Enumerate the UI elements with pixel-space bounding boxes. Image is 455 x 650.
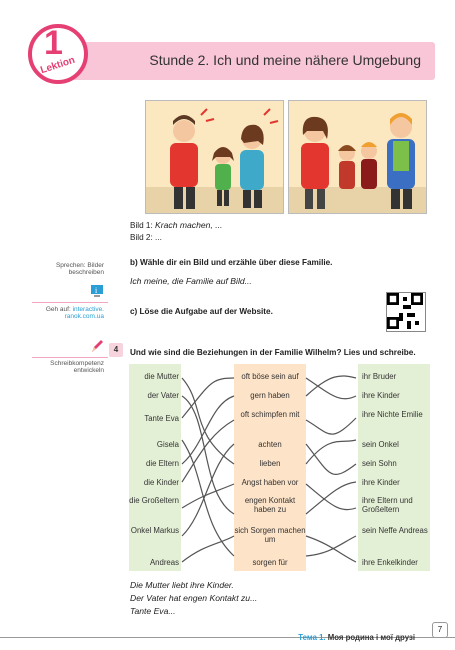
- object-cell: sein Onkel: [362, 440, 399, 449]
- subject-cell: die Mutter: [144, 372, 179, 381]
- object-cell: ihre Kinder: [362, 391, 400, 400]
- subject-cell: die Eltern: [146, 459, 179, 468]
- subject-cell: die Kinder: [143, 478, 179, 487]
- sidebar-speaking: Sprechen: Bilder beschreiben: [55, 262, 104, 276]
- sidebar-writing: Schreibkompetenz entwickeln: [50, 360, 104, 374]
- task-4-label: Und wie sind die Beziehungen in der Familie Wilhelm? Lies und schreibe.: [130, 348, 416, 357]
- footer-topic-prefix: Тема 1.: [298, 633, 326, 642]
- verb-cell: sich Sorgen machen um: [234, 526, 306, 544]
- svg-text:i: i: [95, 286, 98, 295]
- task-4-number: 4: [109, 343, 123, 357]
- sidebar-divider: [32, 302, 108, 303]
- subject-cell: der Vater: [147, 391, 179, 400]
- bild-1-hand: Krach machen, ...: [155, 220, 223, 230]
- lesson-number: 1: [44, 24, 63, 62]
- task-c-label: c) Löse die Aufgabe auf der Website.: [130, 307, 273, 316]
- subject-cell: Gisela: [156, 440, 179, 449]
- verb-cell: gern haben: [250, 391, 290, 400]
- object-cell: ihre Kinder: [362, 478, 400, 487]
- footer-topic: [298, 633, 415, 642]
- info-computer-icon: [90, 284, 104, 300]
- object-cell: sein Sohn: [362, 459, 397, 468]
- sidebar-divider: [32, 357, 108, 358]
- verb-cell: achten: [258, 440, 282, 449]
- pencil-icon: [90, 338, 104, 354]
- subject-cell: Tante Eva: [144, 414, 179, 423]
- subject-cell: Onkel Markus: [130, 526, 179, 535]
- verb-cell: oft böse sein auf: [241, 372, 299, 381]
- verb-cell: oft schimpfen mit: [240, 410, 300, 419]
- bild-1-prefix: Bild 1:: [130, 221, 156, 230]
- illustration-bild-1: [145, 100, 284, 214]
- verb-cell: Angst haben vor: [241, 478, 299, 487]
- illustration-bild-2: [288, 100, 427, 214]
- object-cell: ihre Enkelkinder: [362, 558, 418, 567]
- verb-cell: engen Kontakt haben zu: [244, 496, 296, 514]
- subject-cell: Andreas: [149, 558, 179, 567]
- object-cell: ihre Nichte Emilie: [362, 410, 423, 419]
- example-line: Die Mutter liebt ihre Kinder.: [130, 580, 234, 590]
- bild-1-line: [130, 220, 222, 230]
- page-number: 7: [432, 622, 448, 638]
- subject-cell: die Großeltern: [129, 496, 179, 505]
- sidebar-goto-prefix: Geh auf:: [45, 306, 73, 313]
- task-b-example: Ich meine, die Familie auf Bild...: [130, 276, 252, 286]
- example-line: Tante Eva...: [130, 606, 176, 616]
- lesson-title: Stunde 2. Ich und meine nähere Umgebung: [149, 52, 421, 68]
- example-line: Der Vater hat engen Kontakt zu...: [130, 593, 258, 603]
- lesson-word: Lektion: [39, 54, 77, 77]
- object-cell: ihre Eltern und Großeltern: [362, 496, 413, 514]
- task-b-label: b) Wähle dir ein Bild und erzähle über diese Familie.: [130, 258, 333, 267]
- verb-cell: sorgen für: [252, 558, 288, 567]
- sidebar-goto: [32, 306, 104, 320]
- sidebar-goto-link[interactable]: interactive. ranok.com.ua: [64, 306, 104, 320]
- bild-2-line: Bild 2: ...: [130, 233, 162, 242]
- qr-code[interactable]: [386, 292, 426, 332]
- verb-cell: lieben: [259, 459, 281, 468]
- footer-topic-title: Моя родина і мої друзі: [325, 633, 415, 642]
- object-cell: ihr Bruder: [362, 372, 397, 381]
- object-cell: sein Neffe Andreas: [362, 526, 428, 535]
